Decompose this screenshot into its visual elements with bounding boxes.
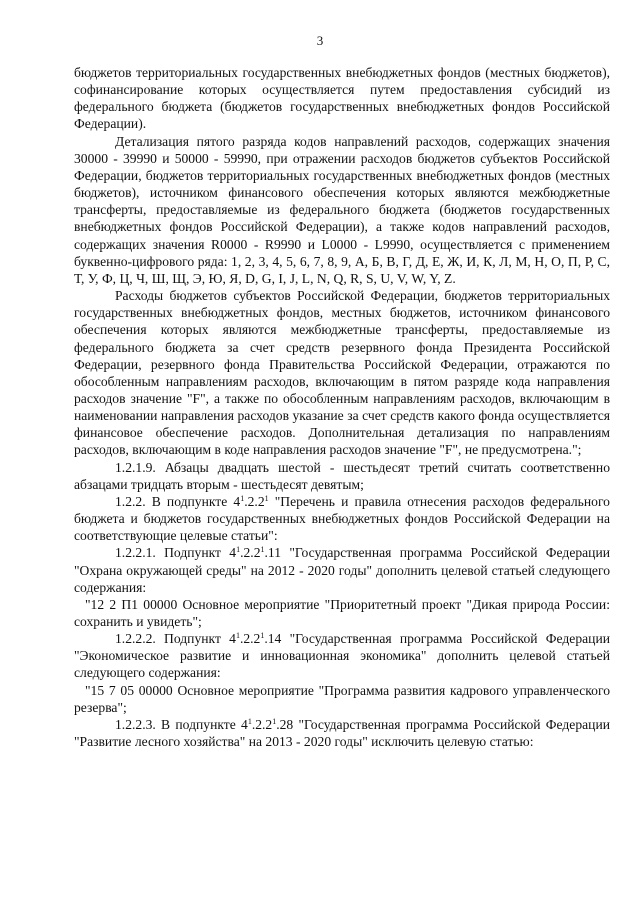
superscript-mark: 1 (260, 631, 265, 641)
paragraph-expenses: Расходы бюджетов субъектов Российской Федерации, бюджетов территориальных государственных внебюджетных фондов, местных бюджетов, источником финансового обеспечения которых являются межбюджетные трансферты, предоставляемые из федерального бюджета за счет средств резервного фонда Президента Российской Федерации, резервного фонда Правительства Российской Федерации, отражаются по обособленным направлениям расходов, включающим в пятом разряде кода направления расходов значение "F", а также по обособленным направлениям расходов, включающим в наименовании направления расходов указание за счет средств какого фонда осуществляется финансовое обеспечение расходов. Дополнительная детализация по направлениям расходов, включающим в коде направления расходов значение "F", не предусмотрена."; (74, 288, 610, 458)
paragraph-continuation: бюджетов территориальных государственных внебюджетных фондов (местных бюджетов), софинансирование которых осуществляется путем предоставления субсидий из федерального бюджета (бюджетов государственных внебюджетных фондов Российской Федерации). (74, 65, 610, 132)
paragraph-text-part: 1.2.2.1. Подпункт 4 (115, 545, 237, 561)
paragraph-1-2-1-9: 1.2.1.9. Абзацы двадцать шестой - шестьдесят третий считать соответственно абзацами тридцать вторым - шестьдесят девятым; (74, 459, 610, 492)
page-number: 3 (316, 33, 324, 48)
paragraph-text-part: 1.2.2. В подпункте 4 (115, 493, 241, 509)
superscript-mark: 1 (272, 716, 277, 726)
paragraph-detailing: Детализация пятого разряда кодов направлений расходов, содержащих значения 30000 - 39990 и 50000 - 59990, при отражении расходов бюджетов субъектов Российской Федерации, бюджетов территориальных государственных внебюджетных фондов (местных бюджетов), источником финансового обеспечения которых являются межбюджетные трансферты, предоставляемые из федерального бюджета (бюджетов государственных внебюджетных фондов Российской Федерации), а также кодов направлений расходов, содержащих значения R0000 - R9990 и L0000 - L9990, осуществляется с применением буквенно-цифрового ряда: 1, 2, 3, 4, 5, 6, 7, 8, 9, А, Б, В, Г, Д, Е, Ж, И, К, Л, М, Н, О, П, Р, С, Т, У, Ф, Ц, Ч, Ш, Щ, Э, Ю, Я, D, G, I, J, L, N, Q, R, S, U, V, W, Y, Z. (74, 133, 610, 286)
paragraph-text-part: .11 "Государственная программа Российской Федерации "Охрана окружающей среды" на 2012 - 2020 годы" дополнить целевой статьей следующего содержания: (74, 545, 611, 595)
paragraph-text-part: .14 "Государственная программа Российской Федерации "Экономическое развитие и инновационная экономика" дополнить целевой статьей следующего содержания: (74, 631, 610, 681)
superscript-mark: 1 (264, 493, 269, 503)
quoted-target-article: "12 2 П1 00000 Основное мероприятие "Приоритетный проект "Дикая природа России: сохранить и увидеть"; (74, 596, 610, 629)
paragraph-1-2-2-1 (74, 544, 610, 595)
paragraph-1-2-2 (74, 493, 610, 544)
paragraph-text-part: .2.2 (240, 545, 261, 561)
paragraph-text-part: .2.2 (251, 716, 273, 732)
paragraph-text-part: 1.2.2.3. В подпункте 4 (115, 716, 248, 732)
paragraph-text-part: 1.2.2.2. Подпункт 4 (115, 631, 236, 647)
quoted-target-article: "15 7 05 00000 Основное мероприятие "Программа развития кадрового управленческого резерва"; (74, 682, 610, 715)
superscript-mark: 1 (240, 493, 245, 503)
paragraph-text-part: .2.2 (239, 631, 261, 647)
superscript-mark: 1 (235, 631, 240, 641)
superscript-mark: 1 (236, 545, 241, 555)
paragraph-1-2-2-2 (74, 630, 610, 681)
superscript-mark: 1 (247, 716, 252, 726)
paragraph-text-part: "Перечень и правила отнесения расходов федерального бюджета и бюджетов государственных внебюджетных фондов Российской Федерации на соответствующие целевые статьи": (74, 493, 610, 544)
superscript-mark: 1 (260, 545, 265, 555)
document-body (74, 64, 610, 750)
paragraph-1-2-2-3 (74, 716, 610, 750)
paragraph-text-part: .2.2 (244, 493, 265, 509)
paragraph-text-part: .28 "Государственная программа Российской Федерации "Развитие лесного хозяйства" на 2013 - 2020 годы" исключить целевую статью: (74, 716, 610, 750)
